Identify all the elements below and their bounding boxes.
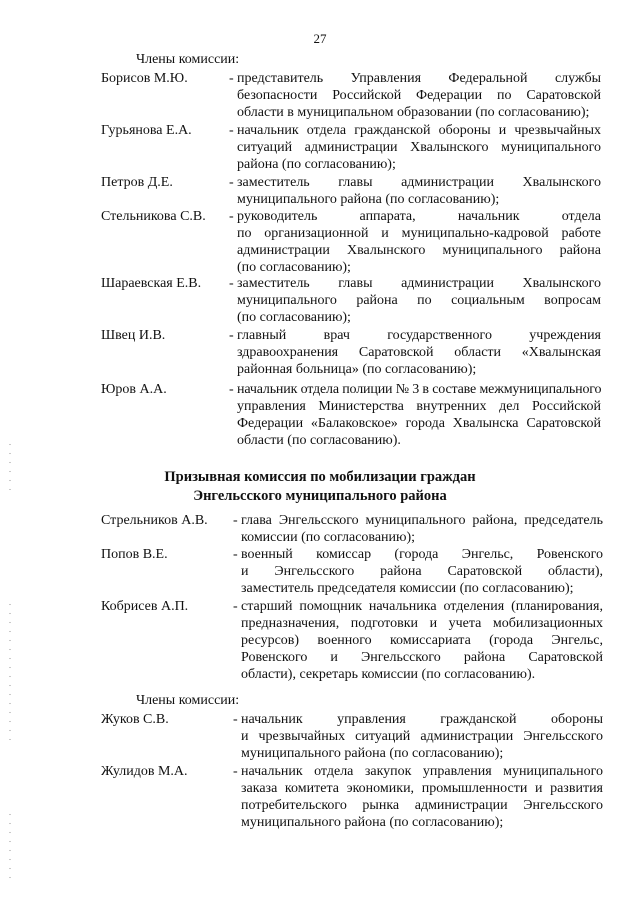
member-role-line: муниципального района (по согласованию); — [241, 746, 504, 761]
commission-title-line-1: Призывная комиссия по мобилизации граждан — [164, 469, 476, 485]
member-role-line: военный комиссар (города Энгельс, Ровенского — [241, 547, 603, 562]
member-dash: - — [233, 712, 238, 727]
member-role — [237, 381, 601, 449]
member-role-line: администрации Хвалынского муниципального района — [237, 243, 601, 258]
members-heading: Члены комиссии: — [136, 52, 240, 67]
member-role-line: начальник отдела закупок управления муниципального — [241, 764, 603, 779]
member-role-line: ресурсов) военного комиссариата (города Энгельс, — [241, 633, 603, 648]
member-role — [237, 70, 601, 121]
member-role-line: безопасности Российской Федерации по Саратовской — [237, 88, 601, 103]
member-dash: - — [229, 71, 234, 86]
member-role — [237, 275, 601, 326]
member-role-line: главный врач государственного учреждения — [237, 328, 601, 343]
members-heading-2: Члены комиссии: — [136, 693, 240, 708]
member-role — [241, 546, 603, 597]
member-dash: - — [233, 547, 238, 562]
member-role-line: предназначения, подготовки и учета мобилизационных — [241, 616, 603, 631]
member-name: Петров Д.Е. — [101, 175, 173, 190]
member-name: Попов В.Е. — [101, 547, 168, 562]
member-name: Борисов М.Ю. — [101, 71, 188, 86]
member-role-line: районная больница» (по согласованию); — [237, 362, 477, 377]
member-role — [237, 122, 601, 173]
member-role-line: Ровенского и Энгельсского района Саратовской — [241, 650, 603, 665]
member-role-line: начальник управления гражданской обороны — [241, 712, 603, 727]
member-dash: - — [229, 175, 234, 190]
member-role — [237, 208, 601, 276]
member-role-line: здравоохранения Саратовской области «Хвалынская — [237, 345, 601, 360]
member-role-line: (по согласованию); — [237, 260, 351, 275]
member-role-line: начальник отдела гражданской обороны и чрезвычайных — [237, 123, 601, 138]
member-name: Кобрисев А.П. — [101, 599, 189, 614]
member-role-line: руководитель аппарата, начальник отдела — [237, 209, 601, 224]
member-role-line: области (по согласованию). — [237, 433, 401, 448]
member-dash: - — [233, 764, 238, 779]
commission-title — [0, 468, 640, 506]
member-role-line: и чрезвычайных ситуаций администрации Энгельсского — [241, 729, 603, 744]
member-dash: - — [229, 328, 234, 343]
member-role — [241, 711, 603, 762]
member-role-line: ситуаций администрации Хвалынского муниципального — [237, 140, 601, 155]
member-name: Шараевская Е.В. — [101, 276, 202, 291]
member-role — [241, 763, 603, 831]
member-dash: - — [229, 276, 234, 291]
member-role-line: района (по согласованию); — [237, 157, 396, 172]
member-role-line: старший помощник начальника отделения (планирования, — [241, 599, 603, 614]
member-role-line: заместитель председателя комиссии (по согласованию); — [241, 581, 574, 596]
member-name: Жуков С.В. — [101, 712, 169, 727]
member-role-line: комиссии (по согласованию); — [241, 530, 416, 545]
member-role — [241, 512, 603, 546]
member-dash: - — [233, 599, 238, 614]
member-role-line: заказа комитета экономики, промышленности и развития — [241, 781, 603, 796]
member-role-line: заместитель главы администрации Хвалынского — [237, 276, 601, 291]
member-role-line: представитель Управления Федеральной службы — [237, 71, 601, 86]
page-number: 27 — [313, 31, 327, 46]
member-dash: - — [229, 209, 234, 224]
member-role-line: и Энгельсского района Саратовской области), — [241, 564, 603, 579]
member-role-line: (по согласованию); — [237, 310, 351, 325]
member-dash: - — [229, 123, 234, 138]
member-name: Стрельников А.В. — [101, 513, 208, 528]
member-name: Жулидов М.А. — [101, 764, 188, 779]
member-role-line: муниципального района (по согласованию); — [241, 815, 504, 830]
member-name: Гурьянова Е.А. — [101, 123, 192, 138]
member-name: Юров А.А. — [101, 382, 167, 397]
member-role-line: муниципального района по социальным вопросам — [237, 293, 601, 308]
member-role-line: области), секретарь комиссии (по согласованию). — [241, 667, 536, 682]
member-role-line: Федерации «Балаковское» города Хвалынска Саратовской — [237, 416, 601, 431]
scan-margin-marks — [9, 600, 11, 740]
member-role — [241, 598, 603, 683]
member-role — [237, 174, 601, 208]
member-role-line: области в муниципальном образовании (по согласованию); — [237, 105, 590, 120]
member-role-line: управления Министерства внутренних дел Российской — [237, 399, 601, 414]
member-role — [237, 327, 601, 378]
member-role-line: заместитель главы администрации Хвалынского — [237, 175, 601, 190]
member-role-line: муниципального района (по согласованию); — [237, 192, 500, 207]
scan-margin-marks — [9, 440, 11, 490]
member-name: Стельникова С.В. — [101, 209, 206, 224]
scan-margin-marks — [9, 810, 11, 880]
member-dash: - — [233, 513, 238, 528]
commission-title-line-2: Энгельсского муниципального района — [193, 488, 447, 504]
member-role-line: начальник отдела полиции № 3 в составе межмуниципального — [237, 382, 602, 397]
member-role-line: глава Энгельсского муниципального района, председатель — [241, 513, 603, 528]
member-dash: - — [229, 382, 234, 397]
member-role-line: потребительского рынка администрации Энгельсского — [241, 798, 603, 813]
member-role-line: по организационной и муниципально-кадровой работе — [237, 226, 601, 241]
member-name: Швец И.В. — [101, 328, 166, 343]
